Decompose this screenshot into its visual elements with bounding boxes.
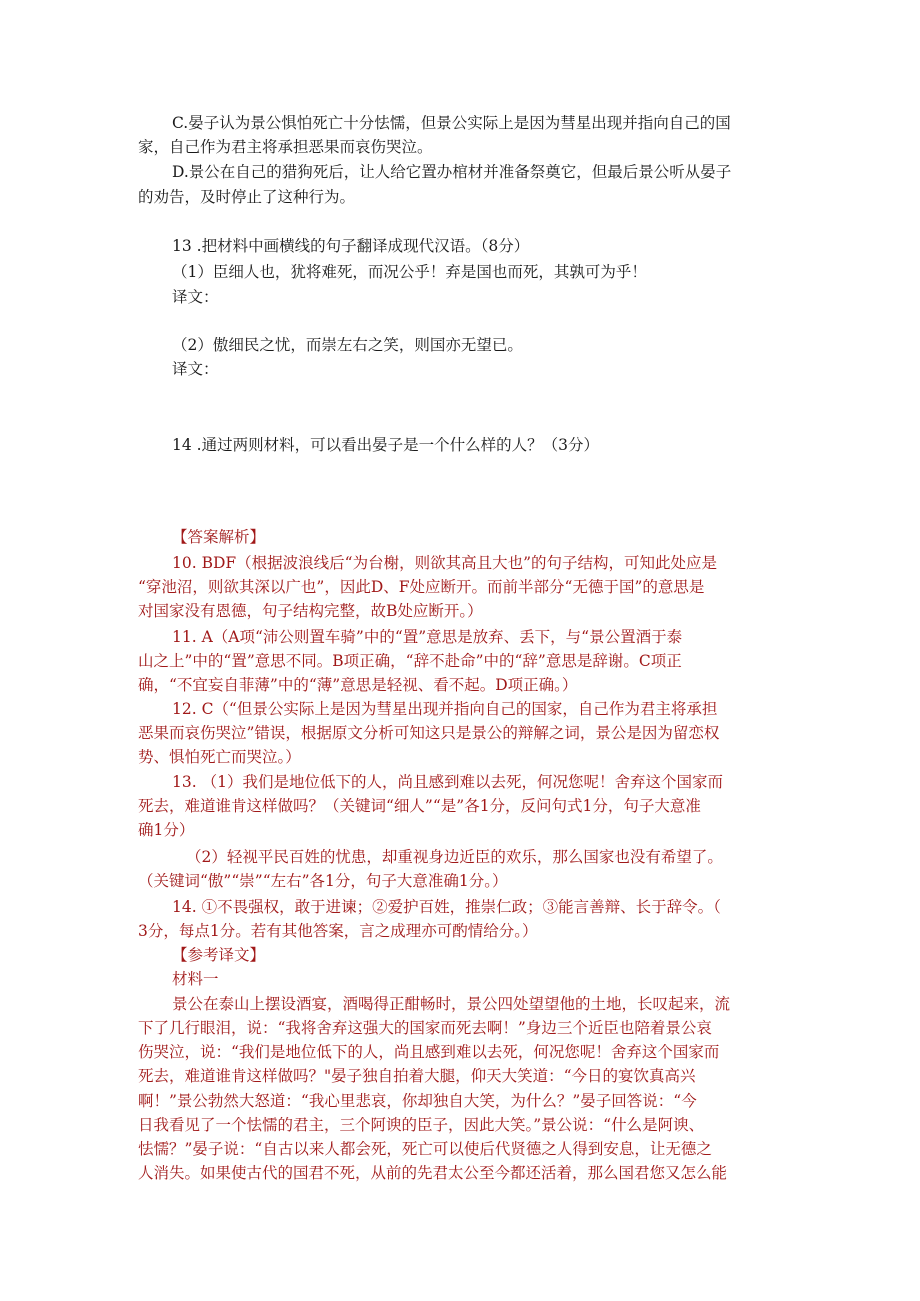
option-d-line-1: D.景公在自己的猎狗死后，让人给它置办棺材并准备祭奠它，但最后景公听从晏子 <box>172 163 732 181</box>
answer-11-line-1: 11. A（A项“沛公则置车骑”中的“置”意思是放弃、丢下，与“景公置酒于泰 <box>172 628 683 646</box>
answer-14-line-2: 3分，每点1分。若有其他答案，言之成理亦可酌情给分。） <box>138 922 538 940</box>
answer-13-line-4: （2）轻视平民百姓的忧患，却重视身边近臣的欢乐，那么国家也没有希望了。 <box>186 848 723 866</box>
translation-line-1: 景公在泰山上摆设酒宴，酒喝得正酣畅时，景公四处望望他的土地，长叹起来，流 <box>172 995 731 1013</box>
answer-10-line-2: “穿池沼，则欲其深以广也”，因此D、F处应断开。而前半部分“无德于国”的意思是 <box>138 578 705 596</box>
answer-14-line-1: 14. ①不畏强权，敢于进谏；②爱护百姓，推崇仁政；③能言善辩、长于辞令。（ <box>172 898 721 916</box>
translation-heading: 【参考译文】 <box>172 946 266 964</box>
answer-11-line-2: 山之上”中的“置”意思不同。B项正确，“辞不赴命”中的“辞”意思是辞谢。C项正 <box>138 652 682 670</box>
question-13-answer-label-1: 译文： <box>172 288 219 306</box>
option-c-line-2: 家，自己作为君主将承担恶果而哀伤哭泣。 <box>138 138 433 156</box>
answer-13-line-1: 13. （1）我们是地位低下的人，尚且感到难以去死，何况您呢！舍弃这个国家而 <box>172 773 723 791</box>
answer-10-line-1: 10. BDF（根据波浪线后“为台榭，则欲其高且大也”的句子结构，可知此处应是 <box>172 554 717 572</box>
question-13-sentence-2: （2）傲细民之忧，而崇左右之笑，则国亦无望已。 <box>172 336 523 354</box>
question-13: 13 .把材料中画横线的句子翻译成现代汉语。（8分） <box>172 237 530 255</box>
translation-line-2: 下了几行眼泪，说：“我将舍弃这强大的国家而死去啊！”身边三个近臣也陪着景公哀 <box>138 1019 712 1037</box>
answer-11-line-3: 确，“不宜妄自菲薄”中的“薄”意思是轻视、看不起。D项正确。） <box>138 676 578 694</box>
answer-12-line-3: 势、惧怕死亡而哭泣。） <box>138 748 301 766</box>
answer-12-line-1: 12. C（“但景公实际上是因为彗星出现并指向自己的国家，自己作为君主将承担 <box>172 700 718 718</box>
option-c-line-1: C.晏子认为景公惧怕死亡十分怯懦，但景公实际上是因为彗星出现并指向自己的国 <box>172 114 731 132</box>
translation-line-3: 伤哭泣，说：“我们是地位低下的人，尚且感到难以去死，何况您呢！舍弃这个国家而 <box>138 1043 720 1061</box>
answer-13-line-5: （关键词“傲”“崇”“左右”各1分，句子大意准确1分。） <box>138 872 508 890</box>
translation-line-4: 死去，难道谁肯这样做吗？"晏子独自拍着大腿，仰天大笑道：“今日的宴饮真高兴 <box>138 1067 696 1085</box>
answer-13-line-2: 死去，难道谁肯这样做吗？（关键词“细人”“是”各1分，反问句式1分，句子大意准 <box>138 797 701 815</box>
answer-12-line-2: 恶果而哀伤哭泣”错误，根据原文分析可知这只是景公的辩解之词，景公是因为留恋权 <box>138 724 720 742</box>
option-d-line-2: 的劝告，及时停止了这种行为。 <box>138 188 356 206</box>
translation-line-8: 人消失。如果使古代的国君不死，从前的先君太公至今都还活着，那么国君您又怎么能 <box>138 1164 728 1182</box>
answer-heading: 【答案解析】 <box>172 528 266 546</box>
translation-line-5: 啊！”景公勃然大怒道：“我心里悲哀，你却独自大笑，为什么？”晏子回答说：“今 <box>138 1092 697 1110</box>
translation-subheading: 材料一 <box>172 970 219 988</box>
question-13-answer-label-2: 译文： <box>172 360 219 378</box>
translation-line-6: 日我看见了一个怯懦的君主，三个阿谀的臣子，因此大笑。”景公说：“什么是阿谀、 <box>138 1116 705 1134</box>
answer-10-line-3: 对国家没有恩德，句子结构完整，故B处应断开。） <box>138 602 483 620</box>
translation-line-7: 怯懦？”晏子说：“自古以来人都会死，死亡可以使后代贤德之人得到安息，让无德之 <box>138 1140 712 1158</box>
answer-13-line-3: 确1分） <box>138 821 195 839</box>
question-14: 14 .通过两则材料，可以看出晏子是一个什么样的人？（3分） <box>172 436 599 454</box>
question-13-sentence-1: （1）臣细人也，犹将难死，而况公乎！弃是国也而死，其孰可为乎！ <box>172 263 647 281</box>
